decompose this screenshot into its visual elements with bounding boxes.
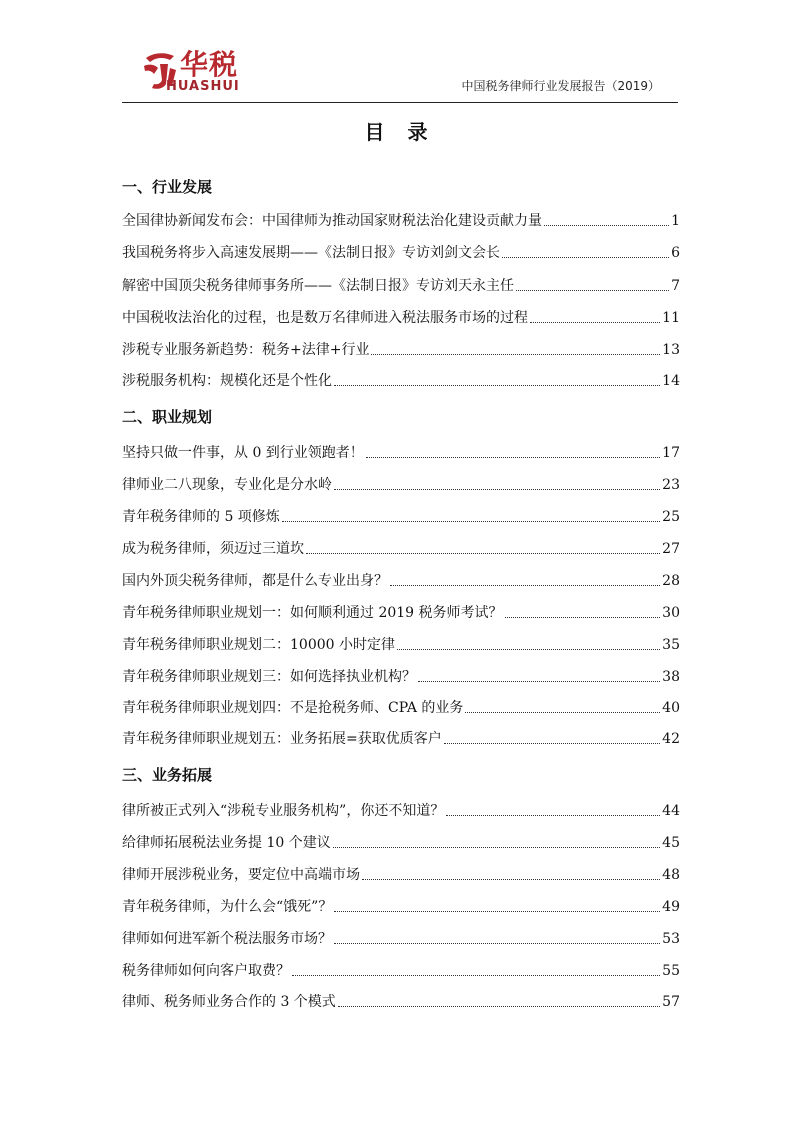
toc-entry[interactable] [122, 602, 680, 624]
toc-entry-page: 44 [662, 803, 680, 819]
toc-leader-dots [338, 1006, 660, 1007]
toc-entry-title: 律师、税务师业务合作的 3 个模式 [122, 994, 336, 1010]
toc-entry-page: 35 [662, 637, 680, 653]
toc-entry[interactable] [122, 307, 680, 329]
toc-entry[interactable] [122, 666, 680, 688]
toc-entry-title: 坚持只做一件事，从 0 到行业领跑者！ [122, 445, 364, 461]
toc-leader-dots [446, 815, 660, 816]
toc-entry-page: 57 [662, 994, 680, 1010]
logo-chinese-text: 华税 [180, 48, 239, 81]
toc-entry[interactable] [122, 538, 680, 560]
toc-entry-page: 53 [662, 931, 680, 947]
toc-entry-page: 45 [662, 835, 680, 851]
toc-entry-page: 17 [662, 445, 680, 461]
toc-entry[interactable] [122, 832, 680, 854]
toc-entry[interactable] [122, 896, 680, 918]
toc-entry-page: 23 [662, 477, 680, 493]
toc-entry-page: 40 [662, 700, 680, 716]
toc-leader-dots [334, 489, 660, 490]
toc-entry[interactable] [122, 928, 680, 950]
toc-entry-title: 税务律师如何向客户取费？ [122, 963, 290, 979]
toc-entry[interactable] [122, 275, 680, 297]
toc-entry-title: 中国税收法治化的过程，也是数万名律师进入税法服务市场的过程 [122, 310, 528, 326]
report-title: 中国税务律师行业发展报告（2019） [461, 79, 660, 93]
toc-entry-page: 55 [662, 963, 680, 979]
section-heading-business: 三、业务拓展 [122, 766, 213, 784]
toc-leader-dots [334, 385, 660, 386]
toc-leader-dots [418, 681, 660, 682]
toc-entry-title: 给律师拓展税法业务提 10 个建议 [122, 835, 331, 851]
toc-entry-title: 我国税务将步入高速发展期——《法制日报》专访刘剑文会长 [122, 245, 500, 261]
toc-entry-page: 25 [662, 509, 680, 525]
toc-entry-page: 42 [662, 731, 680, 747]
toc-entry-title: 国内外顶尖税务律师，都是什么专业出身？ [122, 573, 388, 589]
toc-entry-page: 49 [662, 899, 680, 915]
toc-leader-dots [366, 457, 660, 458]
toc-entry[interactable] [122, 991, 680, 1013]
toc-leader-dots [333, 847, 660, 848]
toc-entry[interactable] [122, 960, 680, 982]
toc-entry-title: 青年税务律师职业规划一：如何顺利通过 2019 税务师考试？ [122, 605, 503, 621]
toc-entry-title: 律所被正式列入“涉税专业服务机构”，你还不知道？ [122, 803, 445, 819]
toc-leader-dots [390, 585, 660, 586]
logo-english-text: HUASHUI [166, 79, 240, 94]
toc-entry-page: 1 [671, 213, 680, 229]
toc-entry[interactable] [122, 210, 680, 232]
page-header [122, 42, 678, 103]
toc-entry[interactable] [122, 728, 680, 750]
toc-leader-dots [505, 617, 661, 618]
toc-entry-title: 全国律协新闻发布会：中国律师为推动国家财税法治化建设贡献力量 [122, 213, 542, 229]
toc-leader-dots [444, 743, 660, 744]
toc-entry-title: 青年税务律师的 5 项修炼 [122, 509, 280, 525]
toc-entry-title: 青年税务律师职业规划四：不是抢税务师、CPA 的业务 [122, 700, 464, 716]
toc-entry-page: 6 [671, 245, 680, 261]
toc-entry[interactable] [122, 442, 680, 464]
toc-leader-dots [282, 521, 660, 522]
toc-entry-page: 48 [662, 867, 680, 883]
toc-entry-title: 律师如何进军新个税法服务市场？ [122, 931, 332, 947]
toc-leader-dots [544, 225, 669, 226]
toc-leader-dots [292, 975, 660, 976]
toc-entry-title: 律师业二八现象，专业化是分水岭 [122, 477, 332, 493]
section-heading-industry: 一、行业发展 [122, 178, 213, 196]
toc-entry-page: 38 [662, 669, 680, 685]
toc-entry-title: 律师开展涉税业务，要定位中高端市场 [122, 867, 360, 883]
toc-leader-dots [397, 649, 660, 650]
toc-title: 目 录 [364, 120, 436, 144]
toc-leader-dots [334, 911, 660, 912]
toc-entry-page: 27 [662, 541, 680, 557]
toc-entry[interactable] [122, 864, 680, 886]
toc-entry[interactable] [122, 474, 680, 496]
toc-leader-dots [334, 943, 660, 944]
toc-entry-page: 7 [671, 278, 680, 294]
toc-entry-title: 青年税务律师职业规划二：10000 小时定律 [122, 637, 395, 653]
toc-leader-dots [362, 879, 660, 880]
section-heading-career: 二、职业规划 [122, 408, 213, 426]
huashui-logo [140, 50, 265, 100]
toc-entry[interactable] [122, 697, 680, 719]
toc-leader-dots [530, 322, 660, 323]
toc-leader-dots [465, 712, 660, 713]
toc-entry-title: 青年税务律师，为什么会“饿死”？ [122, 899, 333, 915]
toc-entry-title: 解密中国顶尖税务律师事务所——《法制日报》专访刘天永主任 [122, 278, 514, 294]
toc-entry[interactable] [122, 634, 680, 656]
toc-leader-dots [502, 257, 669, 258]
toc-leader-dots [516, 290, 669, 291]
toc-entry-page: 11 [662, 310, 680, 326]
toc-entry[interactable] [122, 370, 680, 392]
toc-entry-title: 成为税务律师，须迈过三道坎 [122, 541, 304, 557]
toc-entry-title: 涉税专业服务新趋势：税务+法律+行业 [122, 342, 370, 358]
toc-entry[interactable] [122, 506, 680, 528]
toc-entry-page: 30 [662, 605, 680, 621]
toc-entry-title: 青年税务律师职业规划三：如何选择执业机构？ [122, 669, 416, 685]
toc-entry-title: 青年税务律师职业规划五：业务拓展=获取优质客户 [122, 731, 442, 747]
toc-entry[interactable] [122, 570, 680, 592]
toc-entry[interactable] [122, 242, 680, 264]
toc-entry[interactable] [122, 339, 680, 361]
toc-entry-page: 13 [662, 342, 680, 358]
toc-leader-dots [306, 553, 660, 554]
toc-leader-dots [371, 354, 660, 355]
toc-entry[interactable] [122, 800, 680, 822]
toc-entry-title: 涉税服务机构：规模化还是个性化 [122, 373, 332, 389]
toc-entry-page: 14 [662, 373, 680, 389]
toc-entry-page: 28 [662, 573, 680, 589]
